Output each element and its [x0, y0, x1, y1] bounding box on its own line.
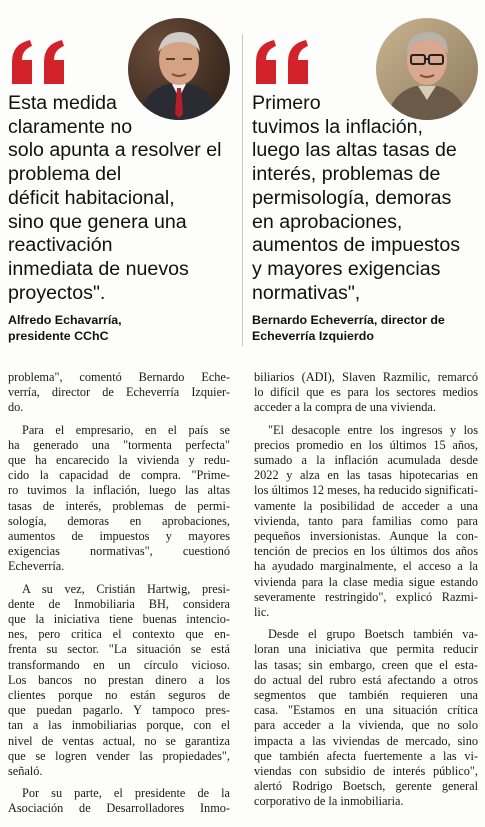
quote-mark-icon	[8, 38, 72, 86]
quote-line: Primero	[252, 92, 321, 114]
quote-line: normativas",	[252, 281, 361, 304]
quote-line: inmediata de nuevos	[8, 257, 189, 280]
article-line: tasas de interés, problemas de permi-	[8, 498, 230, 513]
quote-line: interés, problemas de	[252, 163, 441, 186]
article-line: ha ayudado marginalmente, el acceso a la	[254, 559, 478, 574]
article-line: frenta su sector. "La situación se está	[8, 642, 230, 657]
article-line: loran una iniciativa que permita reducir	[254, 642, 478, 657]
quote-line: en aprobaciones,	[252, 210, 403, 233]
quote-text	[252, 92, 484, 305]
quote-attribution	[8, 312, 122, 344]
article-line: Por su parte, el presidente de la	[22, 786, 230, 801]
article-line: vivienda, tanto para familias como para	[254, 513, 478, 528]
quote-line: reactivación	[8, 234, 113, 257]
paragraph-gap	[8, 779, 230, 786]
article-line: clientes porque no están seguros de	[8, 688, 230, 703]
article-line: verría, director de Echeverría Izquier-	[8, 385, 230, 400]
attribution-line: Alfredo Echavarría,	[8, 313, 122, 327]
article-line: tan a las inmobiliarias porque, con el	[8, 718, 230, 733]
article-line: que también afecta fuertemente a las vi-	[254, 748, 478, 763]
article-line: dente de Inmobiliaria BH, considera	[8, 596, 230, 611]
article-line: vivienda para la clase media sigue estando	[254, 574, 478, 589]
article-line: acceder a la compra de una vivienda.	[254, 400, 436, 415]
article-line: impacta a las viviendas de mercado, sino	[254, 733, 478, 748]
article-line: biliarios (ADI), Slaven Razmilic, remarcó	[254, 370, 478, 384]
article-line: Asociación de Desarrolladores Inmo-	[8, 801, 230, 816]
article-line: Los bancos no prestan dinero a los	[8, 672, 230, 687]
article-line: aumentos de impuestos y mayores	[8, 529, 230, 544]
article-line: segmentos que también requieren una	[254, 688, 478, 703]
article-line: severamente restringido", explicó Razmi-	[254, 589, 478, 604]
article-line: Echeverría.	[8, 559, 65, 574]
column-divider	[242, 34, 243, 346]
article-line: nivel de ventas actual, no se garantiza	[8, 733, 230, 748]
quote-attribution	[252, 312, 445, 344]
article-line: transformando en un círculo vicioso.	[8, 657, 230, 672]
quote-mark-icon	[252, 38, 316, 86]
article-line: pequeños inversionistas. Aunque la con-	[254, 529, 478, 544]
attribution-line: presidente CChC	[8, 329, 109, 343]
article-line: tención de precios en los últimos dos años	[254, 544, 478, 559]
article-line: que la iniciativa tiene buenas intencio-	[8, 612, 230, 627]
article-column-left	[8, 370, 230, 817]
article-column-right	[254, 370, 478, 810]
article-line: viendas con subsidio de interés público",	[254, 764, 478, 779]
article-line: casa. "Estamos en una situación crítica	[254, 703, 478, 718]
quote-line: sino que genera una	[8, 210, 187, 233]
quote-line: aumentos de impuestos	[252, 234, 461, 257]
quote-line: tuvimos la inflación,	[252, 115, 423, 138]
article-line: para acceder a la vivienda, que no solo	[254, 718, 478, 733]
article-line: do actual del rubro está afectando a otros	[254, 672, 478, 687]
paragraph-gap	[8, 416, 230, 423]
quote-block-echeverria	[248, 0, 485, 360]
article-line: corporativo de la inmobiliaria.	[254, 794, 404, 809]
article-line: los últimos 12 meses, ha reducido significati-	[254, 483, 478, 498]
quote-line: permisología, demoras	[252, 186, 452, 209]
article-line: precios promedio en los últimos 15 años,	[254, 437, 478, 452]
paragraph-gap	[8, 575, 230, 582]
article-line: lo difícil que es para los sectores medios	[254, 385, 478, 400]
article-line: que ha encarecido la vivienda y redu-	[8, 453, 230, 468]
article-line: alertó Rodrigo Boetsch, gerente general	[254, 779, 478, 794]
article-line: cido la capacidad de compra. "Prime-	[8, 468, 230, 483]
article-line: Desde el grupo Boetsch también va-	[268, 627, 478, 642]
quote-line: y mayores exigencias	[252, 257, 441, 280]
paragraph-gap	[254, 416, 478, 423]
article-line: A su vez, Cristián Hartwig, presi-	[22, 581, 230, 596]
quote-line: luego las altas tasas de	[252, 139, 457, 162]
article-line: ha generado una "tormenta perfecta"	[8, 437, 230, 452]
quote-line: Esta medida	[8, 92, 117, 114]
article-line: que puedan pagarlo. Y tampoco pres-	[8, 703, 230, 718]
quote-line: déficit habitacional,	[8, 186, 175, 209]
article-line: vamente la posibilidad de acceder a una	[254, 498, 478, 513]
attribution-line: Bernardo Echeverría, director de	[252, 313, 445, 327]
article-line: 2022 y alza en las tasas hipotecarias en	[254, 468, 478, 483]
article-line: "El desacople entre los ingresos y los	[268, 422, 478, 437]
quote-block-echavarria	[0, 0, 237, 360]
article-line: Para el empresario, en el país se	[22, 422, 230, 437]
article-line: señaló.	[8, 764, 43, 779]
article-line: ro tuvimos la inflación, luego las altas	[8, 483, 230, 498]
article-line: do.	[8, 400, 24, 415]
article-line: problema", comentó Bernardo Eche-	[8, 370, 230, 384]
article-line: sología, demoras en aprobaciones,	[8, 513, 230, 528]
quote-line: proyectos".	[8, 281, 106, 304]
article-line: lic.	[254, 605, 270, 620]
paragraph-gap	[254, 620, 478, 627]
quote-text	[8, 92, 236, 305]
article-line: nes, pero critica el contexto que en-	[8, 627, 230, 642]
article-line: exigencias normativas", cuestionó	[8, 544, 230, 559]
quote-line: solo apunta a resolver el	[8, 139, 222, 162]
quote-line: claramente no	[8, 115, 133, 138]
quote-line: problema del	[8, 163, 122, 186]
article-line: que se logren vender las propiedades",	[8, 748, 230, 763]
article-line: sumado a la inflación acumulada desde	[254, 453, 478, 468]
attribution-line: Echeverría Izquierdo	[252, 329, 374, 343]
article-line: las tasas; sin embargo, creen que el esta-	[254, 657, 478, 672]
